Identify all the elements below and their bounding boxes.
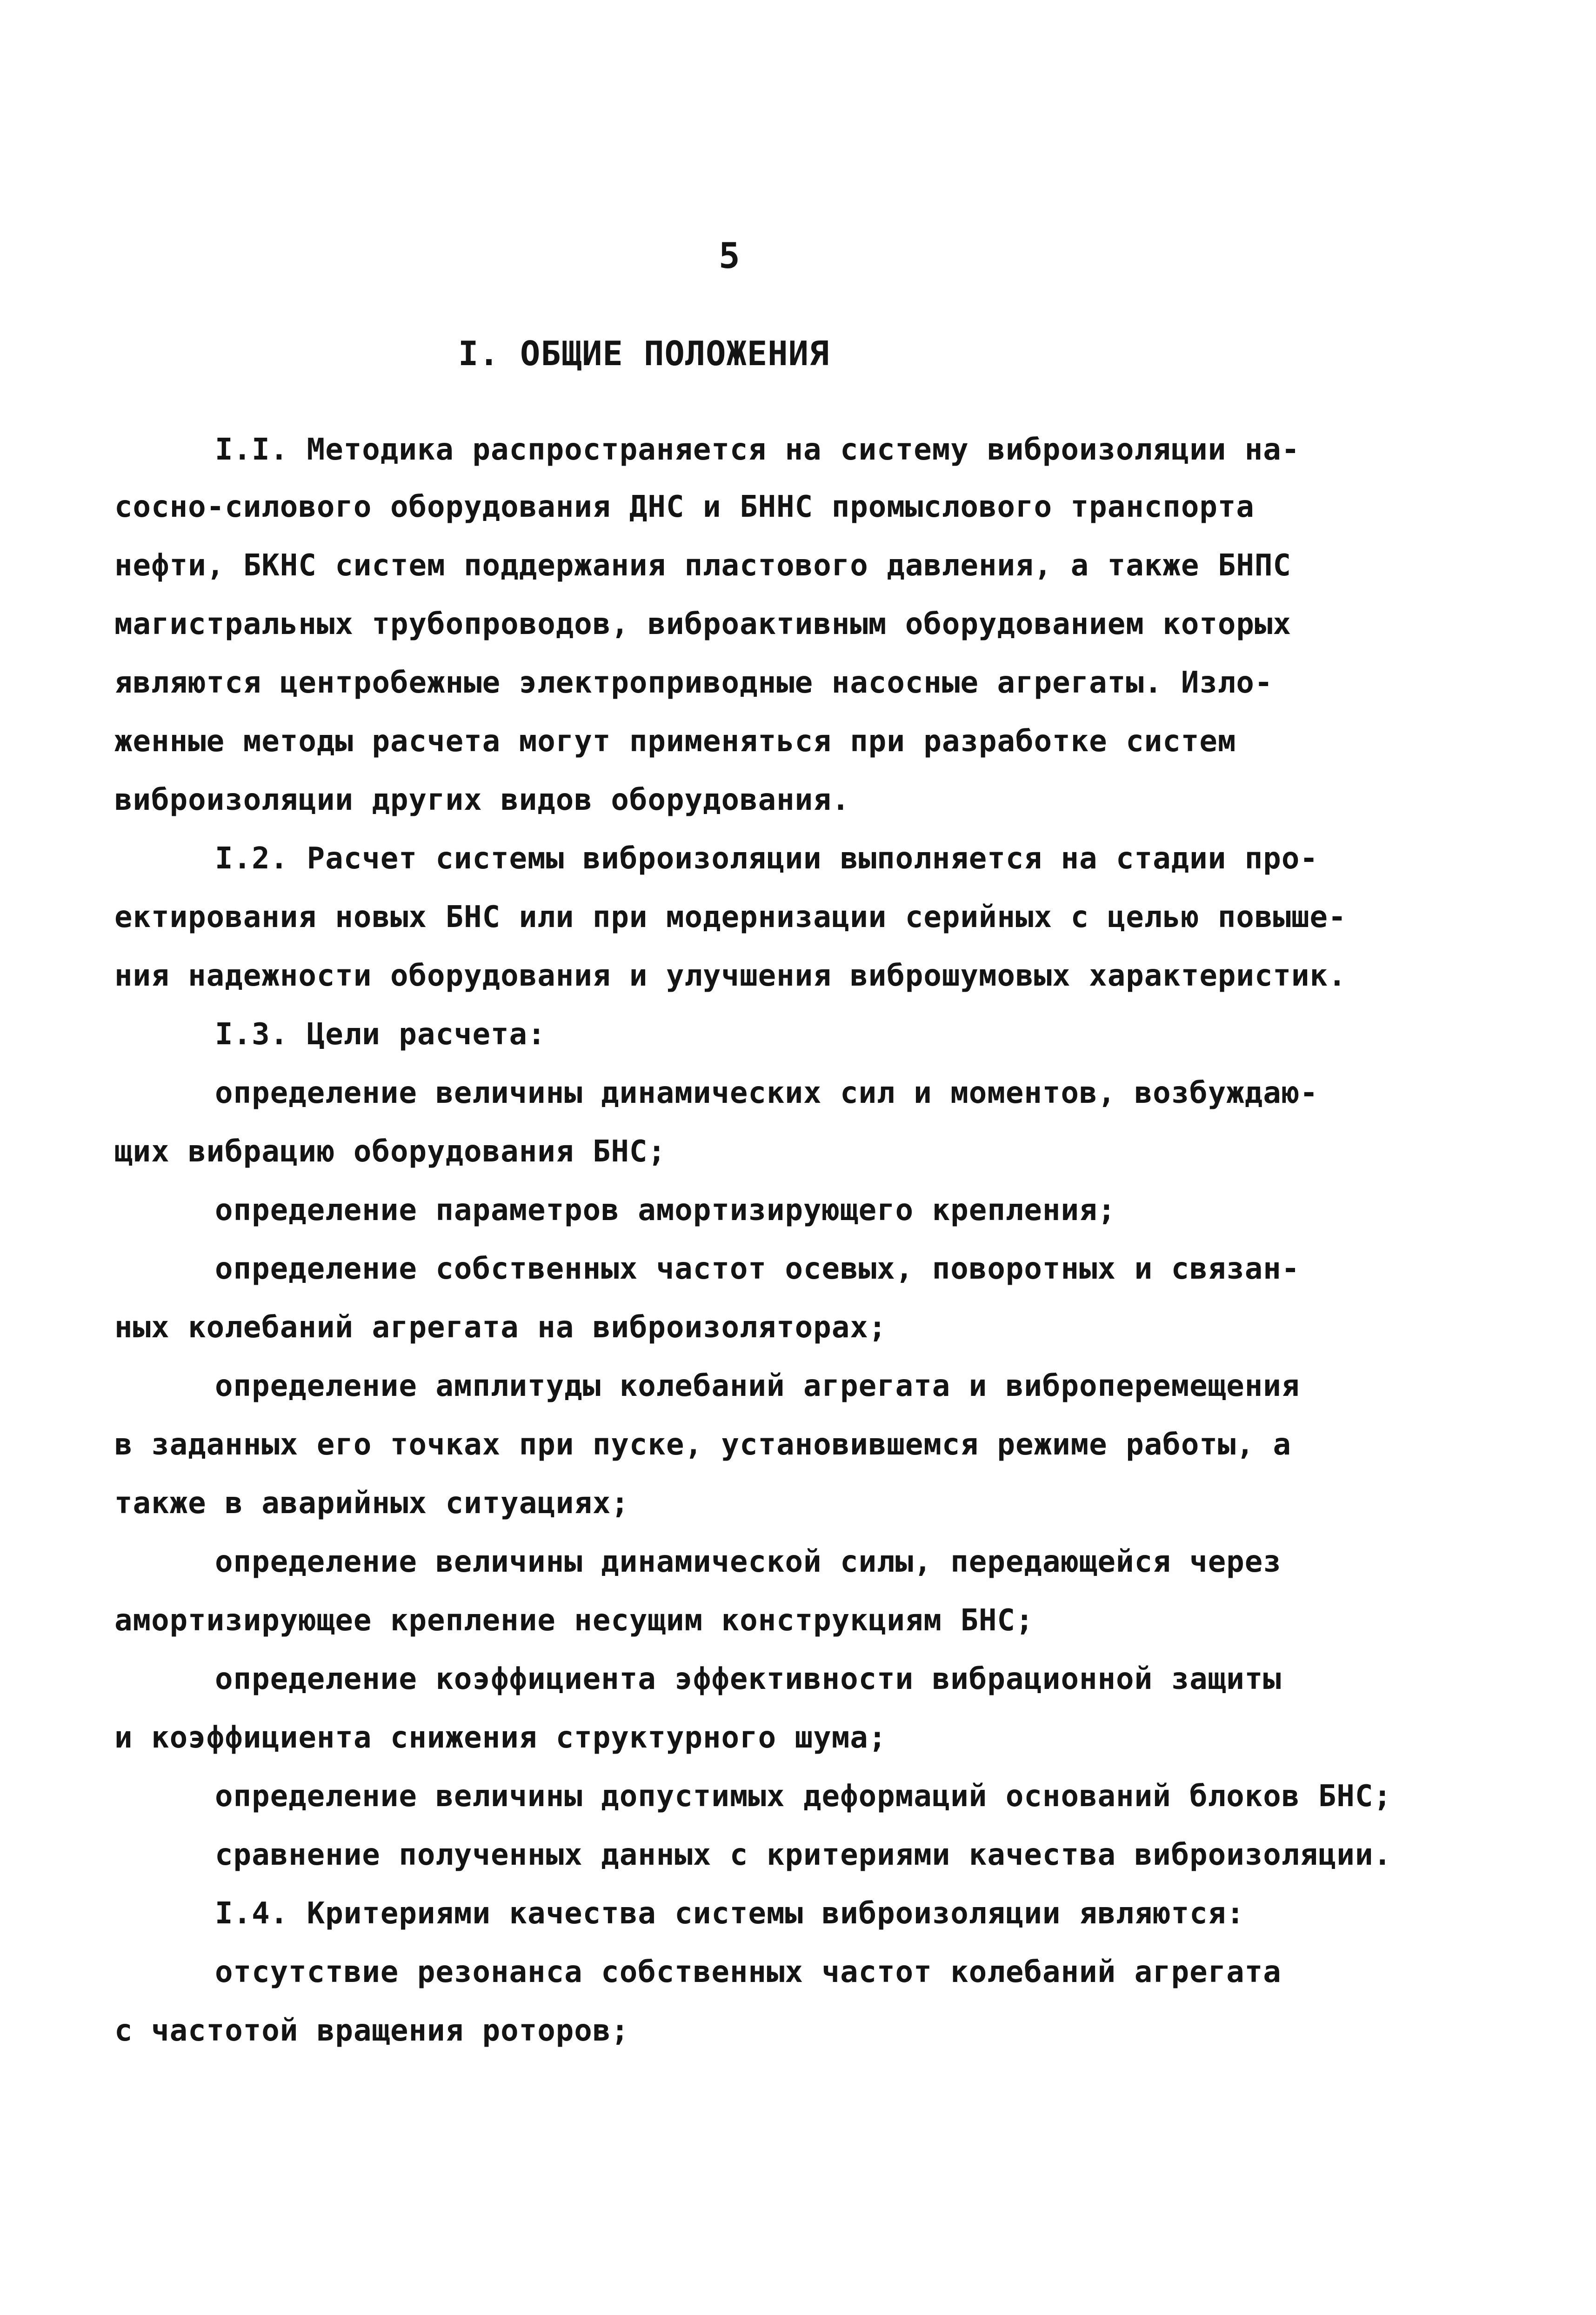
body-line: являются центробежные электроприводные насосные агрегаты. Изло-	[114, 666, 1273, 700]
body-line: также в аварийных ситуациях;	[114, 1486, 629, 1521]
body-line: определение собственных частот осевых, поворотных и связан-	[215, 1252, 1300, 1286]
body-line: ния надежности оборудования и улучшения виброшумовых характеристик.	[114, 959, 1347, 993]
body-line: магистральных трубопроводов, виброактивным оборудованием которых	[114, 607, 1291, 641]
body-line: I.4. Критериями качества системы виброизоляции являются:	[215, 1896, 1245, 1931]
body-line: щих вибрацию оборудования БНС;	[114, 1134, 666, 1169]
body-line: ектирования новых БНС или при модернизации серийных с целью повыше-	[114, 900, 1347, 934]
body-line: определение величины динамической силы, передающейся через	[215, 1545, 1282, 1579]
body-line: с частотой вращения роторов;	[114, 2014, 629, 2048]
body-line: I.3. Цели расчета:	[215, 1017, 546, 1052]
body-line: определение коэффициента эффективности вибрационной защиты	[215, 1662, 1282, 1696]
body-line: амортизирующее крепление несущим конструкциям БНС;	[114, 1603, 1034, 1638]
section-title: I. ОБЩИЕ ПОЛОЖЕНИЯ	[458, 334, 830, 373]
body-line: ных колебаний агрегата на виброизоляторах;	[114, 1310, 887, 1345]
body-line: I.2. Расчет системы виброизоляции выполняется на стадии про-	[215, 841, 1318, 876]
body-line: определение величины динамических сил и моментов, возбуждаю-	[215, 1076, 1318, 1110]
body-line: определение параметров амортизирующего крепления;	[215, 1193, 1116, 1228]
body-line: виброизоляции других видов оборудования.	[114, 783, 850, 817]
body-line: I.I. Методика распространяется на систему виброизоляции на-	[215, 433, 1300, 467]
body-line: нефти, БКНС систем поддержания пластового давления, а также БНПС	[114, 548, 1291, 583]
body-line: и коэффициента снижения структурного шума;	[114, 1721, 887, 1755]
body-line: сосно-силового оборудования ДНС и БННС промыслового транспорта	[114, 490, 1255, 524]
body-line: определение амплитуды колебаний агрегата и виброперемещения	[215, 1369, 1300, 1403]
body-line: определение величины допустимых деформаций оснований блоков БНС;	[215, 1779, 1392, 1814]
body-line: сравнение полученных данных с критериями качества виброизоляции.	[215, 1838, 1392, 1872]
body-line: отсутствие резонанса собственных частот колебаний агрегата	[215, 1955, 1282, 1989]
body-line: в заданных его точках при пуске, установившемся режиме работы, а	[114, 1428, 1291, 1462]
page-number: 5	[719, 235, 741, 276]
body-line: женные методы расчета могут применяться при разработке систем	[114, 724, 1236, 759]
